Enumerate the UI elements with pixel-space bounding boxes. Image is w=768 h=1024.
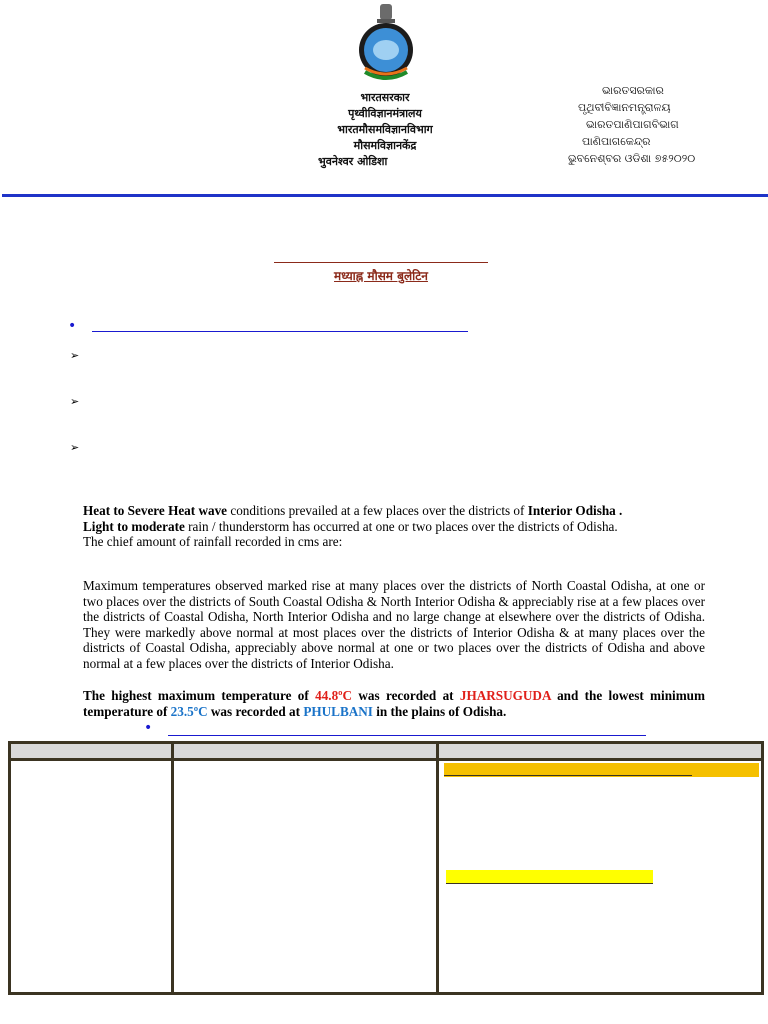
arrow-bullet-icon: ➢ bbox=[70, 441, 80, 454]
warning-highlight-yellow bbox=[446, 870, 653, 883]
temperature-paragraph: Maximum temperatures observed marked rise at many places over the districts of North Coastal Odisha, at one or two places over the districts of South Coastal Odisha & North Interior Odisha & appreciably rise at a few places over the districts of Coastal Odisha, North Interior Odisha and no large change at elsewhere over the districts of Odisha. They were markedly above normal at most places over the districts of Interior Odisha & at many places over the districts of Coastal Odisha, appreciably above normal at one or two places over the districts of Odisha and above normal at a few places over the districts of Interior Odisha. bbox=[83, 578, 705, 671]
forecast-table bbox=[8, 741, 764, 995]
weather-summary-paragraph bbox=[83, 503, 705, 550]
arrow-bullet-icon: ➢ bbox=[70, 395, 80, 408]
extreme-temperature-paragraph bbox=[83, 688, 705, 719]
text-span: The highest maximum temperature of bbox=[83, 688, 316, 703]
hindi-line: मौसमविज्ञानकेंद्र bbox=[353, 139, 417, 152]
warning-underline bbox=[444, 775, 692, 776]
text-span: in the plains of Odisha. bbox=[372, 703, 507, 719]
odia-line: ପୃଥିବୀବିଜ୍ଞାନମନ୍ତ୍ରାଳୟ bbox=[578, 101, 671, 114]
ashoka-emblem-icon bbox=[377, 4, 395, 23]
bullet-icon: • bbox=[144, 720, 153, 736]
header-divider bbox=[2, 194, 768, 197]
bulletin-title: मध्याह्न मौसम बुलेटिन bbox=[334, 269, 428, 283]
hindi-line: भारतमौसमविज्ञानविभाग bbox=[337, 123, 433, 136]
heat-text: conditions prevailed at a few places over the districts of bbox=[227, 503, 528, 518]
section-heading-underline bbox=[92, 331, 468, 332]
odia-line: ଭୁବନେଶ୍ବର ଓଡିଶା ୭୫୨୦୨୦ bbox=[568, 152, 696, 165]
max-temperature: 44.8ºC bbox=[315, 688, 353, 703]
table-header-row bbox=[10, 743, 763, 760]
min-temperature-station: PHULBANI bbox=[303, 703, 373, 719]
bullet-icon: • bbox=[68, 318, 77, 334]
odia-line: ଭାରତପାଣିପାଗବିଭାଗ bbox=[586, 118, 679, 131]
heat-region: Interior Odisha . bbox=[527, 503, 623, 518]
imd-emblem-logo bbox=[355, 2, 417, 84]
imd-logo-icon bbox=[359, 23, 413, 78]
table-header-cell bbox=[173, 743, 438, 760]
table-cell bbox=[10, 760, 173, 994]
rain-text: rain / thunderstorm has occurred at one or two places over the districts of Odisha. bbox=[184, 518, 618, 534]
warning-underline bbox=[446, 883, 653, 884]
max-temperature-station: JHARSUGUDA bbox=[459, 688, 551, 703]
table-cell bbox=[173, 760, 438, 994]
heat-phrase: Heat to Severe Heat wave bbox=[83, 503, 228, 518]
text-span: was recorded at bbox=[207, 703, 304, 719]
rainfall-intro: The chief amount of rainfall recorded in cms are: bbox=[83, 534, 343, 549]
odia-line: ପାଣିପାଗକେନ୍ଦ୍ର bbox=[582, 135, 651, 148]
table-header-cell bbox=[438, 743, 763, 760]
hindi-line: भुवनेश्वर ओडिशा bbox=[318, 155, 388, 168]
arrow-bullet-icon: ➢ bbox=[70, 349, 80, 362]
hindi-header bbox=[290, 90, 480, 170]
hindi-line: पृथ्वीविज्ञानमंत्रालय bbox=[348, 107, 422, 120]
title-overline bbox=[274, 262, 488, 263]
text-span: was recorded at bbox=[352, 688, 460, 703]
hindi-line: भारतसरकार bbox=[360, 91, 410, 104]
min-temperature: 23.5ºC bbox=[170, 703, 208, 719]
odia-line: ଭାରତସରକାର bbox=[602, 84, 664, 97]
section-heading-underline bbox=[168, 735, 646, 736]
rain-phrase: Light to moderate bbox=[83, 518, 185, 534]
odia-header bbox=[560, 82, 710, 167]
text-span: and the lowest minimum temperature of bbox=[83, 688, 705, 719]
table-header-cell bbox=[10, 743, 173, 760]
